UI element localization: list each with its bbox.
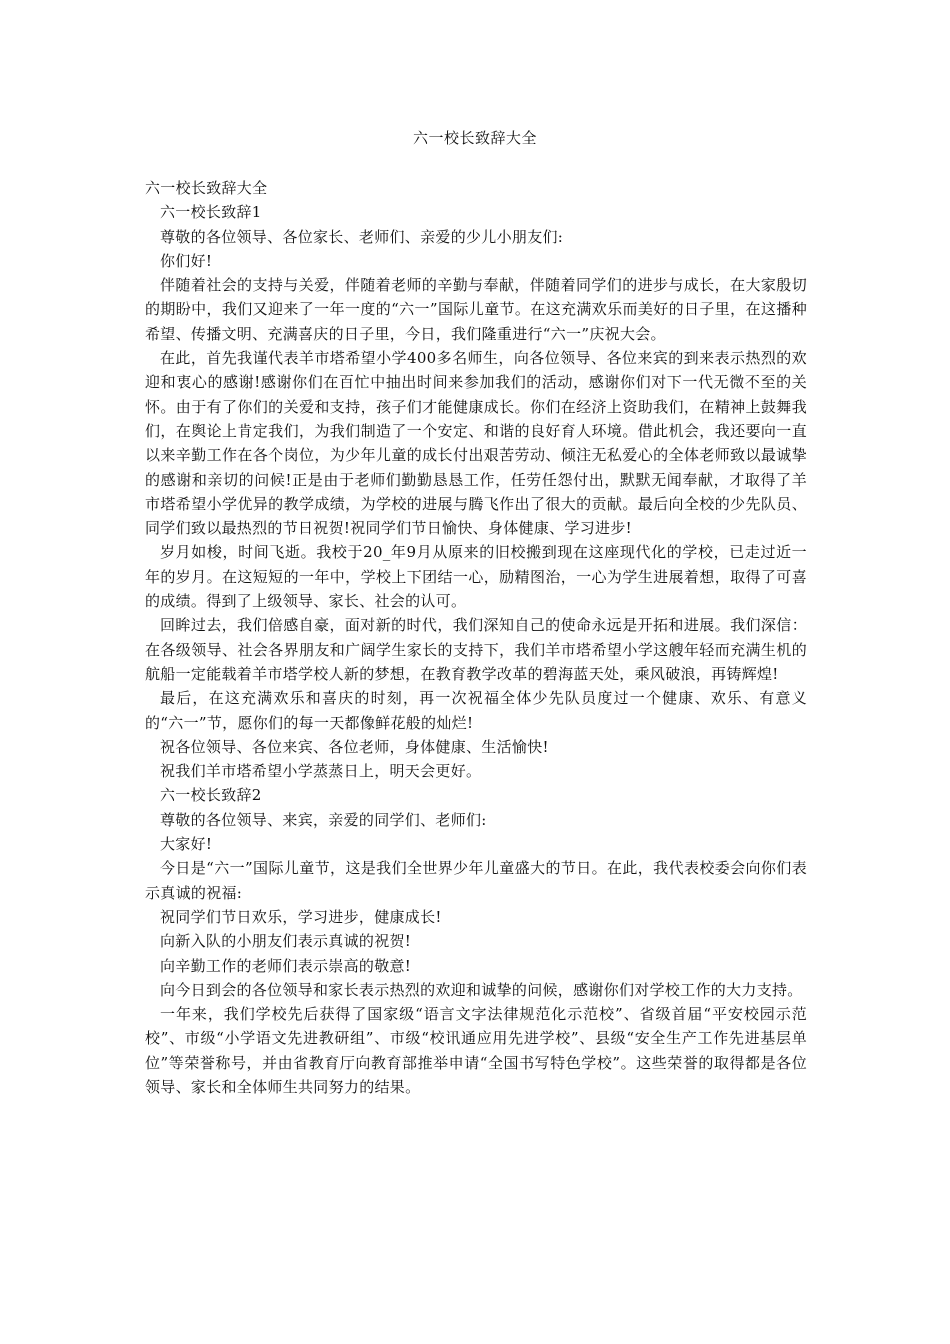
paragraph: 在此，首先我谨代表羊市塔希望小学400多名师生，向各位领导、各位来宾的到来表示热烈的欢迎和衷心的感谢!感谢你们在百忙中抽出时间来参加我们的活动，感谢你们对下一代无微不至的关怀。由于有了你们的关爱和支持，孩子们才能健康成长。你们在经济上资助我们，在精神上鼓舞我们，在舆论上肯定我们，为我们制造了一个安定、和谐的良好育人环境。借此机会，我还要向一直以来辛勤工作在各个岗位，为少年儿童的成长付出艰苦劳动、倾注无私爱心的全体老师致以最诚挚的感谢和亲切的问候!正是由于老师们勤勤恳恳工作，任劳任怨付出，默默无闻奉献，才取得了羊市塔希望小学优异的教学成绩，为学校的进展与腾飞作出了很大的贡献。最后向全校的少先队员、同学们致以最热烈的节日祝贺!祝同学们节日愉快、身体健康、学习进步! xyxy=(145,349,807,538)
paragraph: 祝同学们节日欢乐，学习进步，健康成长! xyxy=(160,907,442,926)
section-heading: 六一校长致辞大全 xyxy=(145,179,268,197)
paragraph: 六一校长致辞2 xyxy=(160,786,262,805)
paragraph: 尊敬的各位领导、各位家长、老师们、亲爱的少儿小朋友们: xyxy=(160,227,564,246)
paragraph: 你们好! xyxy=(160,251,213,270)
document-title: 六一校长致辞大全 xyxy=(412,129,537,147)
paragraph: 尊敬的各位领导、来宾，亲爱的同学们、老师们: xyxy=(160,810,487,829)
paragraph: 最后，在这充满欢乐和喜庆的时刻，再一次祝福全体少先队员度过一个健康、欢乐、有意义的“六一”节，愿你们的每一天都像鲜花般的灿烂! xyxy=(145,689,807,732)
paragraph: 岁月如梭，时间飞逝。我校于20_年9月从原来的旧校搬到现在这座现代化的学校，已走过近一年的岁月。在这短短的一年中，学校上下团结一心，励精图治，一心为学生进展着想，取得了可喜的成绩。得到了上级领导、家长、社会的认可。 xyxy=(145,543,807,611)
paragraph: 回眸过去，我们倍感自豪，面对新的时代，我们深知自己的使命永远是开拓和进展。我们深信：在各级领导、社会各界朋友和广阔学生家长的支持下，我们羊市塔希望小学这艘年轻而充满生机的航船一定能载着羊市塔学校人新的梦想，在教育教学改革的碧海蓝天处，乘风破浪，再铸辉煌! xyxy=(145,616,807,683)
paragraph: 一年来，我们学校先后获得了国家级“语言文字法律规范化示范校”、省级首届“平安校园示范校”、市级“小学语文先进教研组”、市级“校讯通应用先进学校”、县级“安全生产工作先进基层单位”等荣誉称号，并由省教育厅向教育部推举申请“全国书写特色学校”。这些荣誉的取得都是各位领导、家长和全体师生共同努力的结果。 xyxy=(145,1005,807,1096)
paragraph: 今日是“六一”国际儿童节，这是我们全世界少年儿童盛大的节日。在此，我代表校委会向你们表示真诚的祝福: xyxy=(145,859,807,902)
paragraph: 伴随着社会的支持与关爱，伴随着老师的辛勤与奉献，伴随着同学们的进步与成长，在大家殷切的期盼中，我们又迎来了一年一度的“六一”国际儿童节。在这充满欢乐而美好的日子里，在这播种希望、传播文明、充满喜庆的日子里，今日，我们隆重进行“六一”庆祝大会。 xyxy=(145,276,807,343)
paragraph: 六一校长致辞1 xyxy=(160,203,262,222)
paragraph: 向新入队的小朋友们表示真诚的祝贺! xyxy=(160,932,412,951)
paragraph: 祝我们羊市塔希望小学蒸蒸日上，明天会更好。 xyxy=(160,762,482,781)
paragraph: 向今日到会的各位领导和家长表示热烈的欢迎和诚挚的问候，感谢你们对学校工作的大力支持。 xyxy=(160,980,803,999)
paragraph: 大家好! xyxy=(160,835,213,854)
paragraph: 向辛勤工作的老师们表示崇高的敬意! xyxy=(160,956,412,975)
document-body xyxy=(145,176,807,1099)
paragraph: 祝各位领导、各位来宾、各位老师，身体健康、生活愉快! xyxy=(160,737,549,756)
